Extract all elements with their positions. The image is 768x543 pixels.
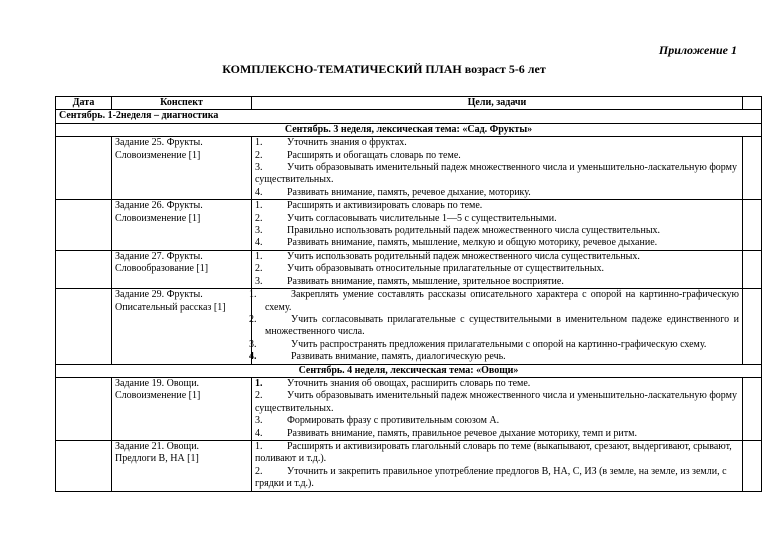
goal-text: Уточнить и закрепить правильное употребление предлогов В, НА, С, ИЗ (в земле, на земле, из земли, с грядки и т.д.).: [255, 465, 727, 490]
goal-item: [255, 200, 739, 212]
extra-cell: [743, 200, 762, 251]
goal-number: 1.: [255, 200, 263, 212]
goal-number: 2.: [255, 263, 263, 275]
goal-number: 3.: [255, 415, 263, 427]
goal-item: [255, 213, 739, 225]
goal-number: 2.: [255, 149, 263, 161]
goal-number: 4.: [249, 351, 257, 363]
goal-item: [249, 289, 739, 314]
konspekt-line: Задание 27. Фрукты.: [115, 250, 203, 262]
goals-cell: [249, 289, 743, 364]
goal-text: Расширять и активизировать глагольный словарь по теме (выкапывают, срезают, выдергивают, срывают, поливают и т.д.).: [255, 440, 732, 465]
goal-item: [255, 237, 739, 249]
konspekt-cell: [112, 200, 252, 251]
konspekt-cell: [112, 377, 252, 440]
goal-text: Развивать внимание, память, правильное речевое дыхание моторику, темп и ритм.: [287, 427, 637, 439]
goal-item: [255, 225, 739, 237]
goal-item: [249, 313, 739, 339]
goal-item: [255, 441, 739, 466]
week-header-row: [56, 123, 762, 136]
date-cell: [56, 440, 112, 491]
week3-title: Сентябрь. 3 неделя, лексическая тема: «Сад. Фрукты»: [56, 123, 762, 136]
goal-number: 2.: [255, 465, 263, 477]
appendix-label: Приложение 1: [658, 43, 737, 57]
goals-cell: [252, 200, 743, 251]
goal-text: Развивать внимание, память, речевое дыхание, моторику.: [287, 186, 531, 198]
goal-item: [255, 137, 739, 149]
konspekt-line: Задание 19. Овощи.: [115, 377, 200, 389]
week4-title: Сентябрь. 4 неделя, лексическая тема: «Овощи»: [56, 364, 762, 377]
plan-table: [55, 96, 762, 492]
lesson-row: [56, 200, 762, 251]
page-title: КОМПЛЕКСНО-ТЕМАТИЧЕСКИЙ ПЛАН возраст 5-6 лет: [222, 62, 546, 76]
goal-number: 3.: [249, 338, 257, 350]
date-cell: [56, 289, 112, 364]
goal-text: Учить согласовывать прилагательные с существительными в именительном падеже единственного и множественного числа.: [265, 313, 739, 338]
goal-number: 1.: [255, 377, 263, 389]
date-cell: [56, 250, 112, 288]
header-date: Дата: [56, 97, 112, 110]
goal-text: Учить использовать родительный падеж множественного числа существительных.: [287, 250, 640, 262]
konspekt-line: Задание 21. Овощи.: [115, 440, 200, 452]
header-goals: Цели, задачи: [252, 97, 743, 110]
goal-number: 1.: [249, 289, 257, 301]
goal-item: [255, 251, 739, 263]
konspekt-cell: [112, 137, 252, 200]
extra-cell: [743, 440, 762, 491]
goal-number: 3.: [255, 225, 263, 237]
goal-text: Развивать внимание, память, мышление, зрительное восприятие.: [287, 275, 564, 287]
goal-item: [255, 150, 739, 162]
goal-text: Учить образовывать именительный падеж множественного числа и уменьшительно-ласкательную форму существительных.: [255, 390, 737, 414]
goal-text: Формировать фразу с противительным союзом А.: [287, 415, 500, 427]
goal-text: Уточнить знания о фруктах.: [287, 137, 407, 149]
goal-item: [255, 276, 739, 288]
goal-text: Расширять и активизировать словарь по теме.: [287, 200, 483, 212]
goal-number: 1.: [255, 250, 263, 262]
header-konspekt: Конспект: [112, 97, 252, 110]
goal-item: [255, 466, 739, 491]
lesson-row: [56, 440, 762, 491]
konspekt-line: Задание 26. Фрукты.: [115, 200, 203, 212]
goal-number: 1.: [255, 440, 263, 452]
goal-text: Закреплять умение составлять рассказы описательного характера с опорой на картинно-графическую схему.: [265, 289, 739, 313]
konspekt-line: Словоизменение [1]: [115, 212, 201, 224]
goal-text: Расширять и обогащать словарь по теме.: [287, 149, 461, 161]
goals-cell: [252, 137, 743, 200]
goal-item: [255, 378, 739, 390]
goal-number: 4.: [255, 186, 263, 198]
konspekt-line: Словоизменение [1]: [115, 390, 201, 402]
goal-text: Учить распространять предложения прилагательными с опорой на картинно-графическую схему.: [291, 338, 707, 350]
extra-cell: [743, 137, 762, 200]
header-row: [56, 97, 762, 110]
goal-item: [255, 263, 739, 275]
goal-item: [255, 187, 739, 199]
konspekt-line: Задание 29. Фрукты.: [115, 289, 203, 301]
goals-cell: [252, 377, 743, 440]
konspekt-cell: [112, 440, 252, 491]
konspekt-line: Словоизменение [1]: [115, 149, 201, 161]
goal-text: Развивать внимание, память, мышление, мелкую и общую моторику, речевое дыхание.: [287, 237, 658, 249]
konspekt-line: Словообразование [1]: [115, 263, 209, 275]
date-cell: [56, 377, 112, 440]
date-cell: [56, 137, 112, 200]
goals-cell: [252, 250, 743, 288]
goal-item: [255, 162, 739, 187]
goal-number: 4.: [255, 427, 263, 439]
goal-number: 2.: [249, 313, 257, 325]
konspekt-line: Описательный рассказ [1]: [115, 301, 226, 313]
section-diagnostics: Сентябрь. 1-2неделя – диагностика: [56, 110, 762, 123]
goal-text: Учить образовывать относительные прилагательные от существительных.: [287, 263, 604, 275]
goal-number: 2.: [255, 212, 263, 224]
goal-number: 1.: [255, 137, 263, 149]
lesson-row: [56, 377, 762, 440]
goal-item: [255, 428, 739, 440]
date-cell: [56, 200, 112, 251]
konspekt-line: Предлоги В, НА [1]: [115, 453, 199, 465]
goal-text: Правильно использовать родительный падеж множественного числа существительных.: [287, 225, 661, 237]
goal-text: Уточнить знания об овощах, расширить словарь по теме.: [287, 377, 531, 389]
goal-item: [255, 390, 739, 415]
goal-item: [249, 338, 739, 351]
konspekt-line: Задание 25. Фрукты.: [115, 137, 203, 149]
goal-number: 2.: [255, 390, 263, 402]
extra-cell: [743, 377, 762, 440]
lesson-row: [56, 250, 762, 288]
goal-number: 4.: [255, 237, 263, 249]
goals-cell: [252, 440, 743, 491]
extra-cell: [743, 289, 762, 364]
goal-item: [255, 415, 739, 427]
konspekt-cell: [112, 250, 252, 288]
goal-text: Учить согласовывать числительные 1—5 с существительными.: [287, 212, 557, 224]
header-extra: [743, 97, 762, 110]
section-row: [56, 110, 762, 123]
lesson-row: [56, 289, 762, 364]
goal-number: 3.: [255, 162, 263, 174]
goal-item: [249, 351, 739, 363]
goal-text: Развивать внимание, память, диалогическую речь.: [291, 351, 506, 363]
goal-number: 3.: [255, 275, 263, 287]
konspekt-cell: [112, 289, 252, 364]
extra-cell: [743, 250, 762, 288]
lesson-row: [56, 137, 762, 200]
goal-text: Учить образовывать именительный падеж множественного числа и уменьшительно-ласкательную форму существительных.: [255, 162, 737, 186]
week-header-row: [56, 364, 762, 377]
